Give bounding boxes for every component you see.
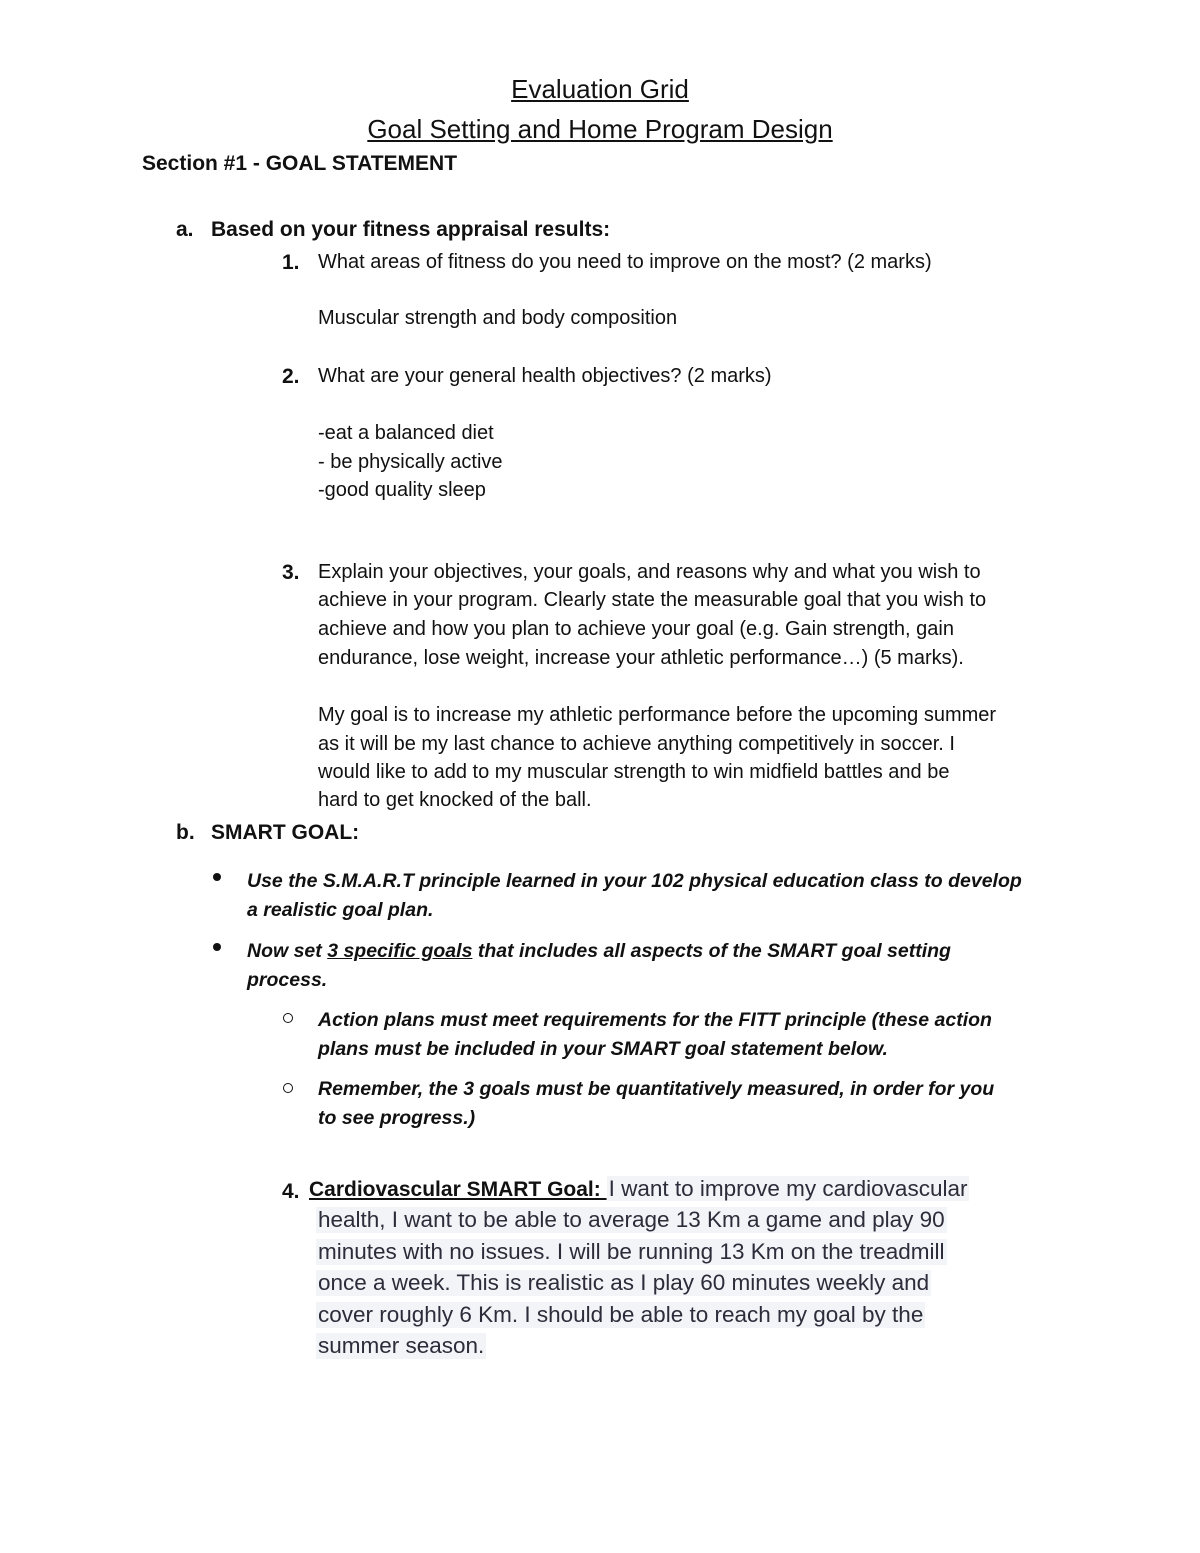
q1-number: 1. (282, 251, 300, 274)
q2-answer-line: -eat a balanced diet (318, 422, 494, 444)
document-title: Evaluation Grid (511, 74, 689, 104)
q4-number: 4. (282, 1180, 300, 1203)
part-b-heading: SMART GOAL: (211, 821, 360, 844)
q3-answer-line: would like to add to my muscular strength to win midfield battles and be (318, 761, 950, 783)
part-a-label: a. (176, 218, 194, 241)
section-heading: Section #1 - GOAL STATEMENT (142, 152, 458, 175)
bullet1-line: a realistic goal plan. (247, 899, 434, 921)
q1-answer: Muscular strength and body composition (318, 307, 678, 329)
q4-answer-line: minutes with no issues. I will be running 13 Km on the treadmill (318, 1239, 945, 1264)
bullet2-line (247, 940, 951, 963)
sub2-line: to see progress.) (318, 1107, 476, 1129)
q3-question-line: endurance, lose weight, increase your athletic performance…) (5 marks). (318, 647, 964, 669)
q3-answer-line: My goal is to increase my athletic performance before the upcoming summer (318, 704, 997, 726)
bullet-icon (213, 873, 221, 881)
bullet1-line: Use the S.M.A.R.T principle learned in your 102 physical education class to develop (247, 870, 1022, 892)
bullet2-line2: process. (247, 969, 328, 991)
q4-answer-line: cover roughly 6 Km. I should be able to reach my goal by the (318, 1302, 924, 1327)
q4-answer-line: summer season. (318, 1333, 485, 1358)
q3-number: 3. (282, 561, 300, 584)
q4-label: Cardiovascular SMART Goal: (309, 1178, 607, 1201)
q3-question-line: achieve and how you plan to achieve your goal (e.g. Gain strength, gain (318, 618, 954, 640)
part-b-label: b. (176, 821, 195, 844)
q4-answer-line: health, I want to be able to average 13 Km a game and play 90 (318, 1207, 945, 1232)
sub-bullet-icon (283, 1013, 293, 1023)
sub1-line: plans must be included in your SMART goal statement below. (318, 1038, 888, 1060)
q4-first-line (309, 1176, 969, 1202)
bullet2-text-before: Now set (247, 940, 328, 962)
q4-answer-text: I want to improve my cardiovascular (608, 1176, 968, 1201)
q4-answer-line: once a week. This is realistic as I play 60 minutes weekly and (318, 1270, 930, 1295)
q2-answer-line: -good quality sleep (318, 479, 486, 501)
sub2-line: Remember, the 3 goals must be quantitatively measured, in order for you (318, 1078, 995, 1100)
q3-question-line: achieve in your program. Clearly state the measurable goal that you wish to (318, 589, 987, 611)
sub1-line: Action plans must meet requirements for the FITT principle (these action (318, 1009, 992, 1031)
q3-answer-line: hard to get knocked of the ball. (318, 789, 592, 811)
q2-answer-line: - be physically active (318, 451, 503, 473)
q1-question: What areas of fitness do you need to improve on the most? (2 marks) (318, 251, 932, 273)
bullet2-underlined: 3 specific goals (327, 940, 473, 962)
sub-bullet-icon (283, 1083, 293, 1093)
q3-question-line: Explain your objectives, your goals, and reasons why and what you wish to (318, 561, 981, 583)
part-a-heading: Based on your fitness appraisal results: (211, 218, 611, 241)
q3-answer-line: as it will be my last chance to achieve anything competitively in soccer. I (318, 733, 955, 755)
document-subtitle: Goal Setting and Home Program Design (367, 114, 833, 144)
bullet2-text-after: that includes all aspects of the SMART goal setting (472, 940, 951, 962)
q2-number: 2. (282, 365, 300, 388)
bullet-icon (213, 943, 221, 951)
q2-question: What are your general health objectives? (2 marks) (318, 365, 772, 387)
